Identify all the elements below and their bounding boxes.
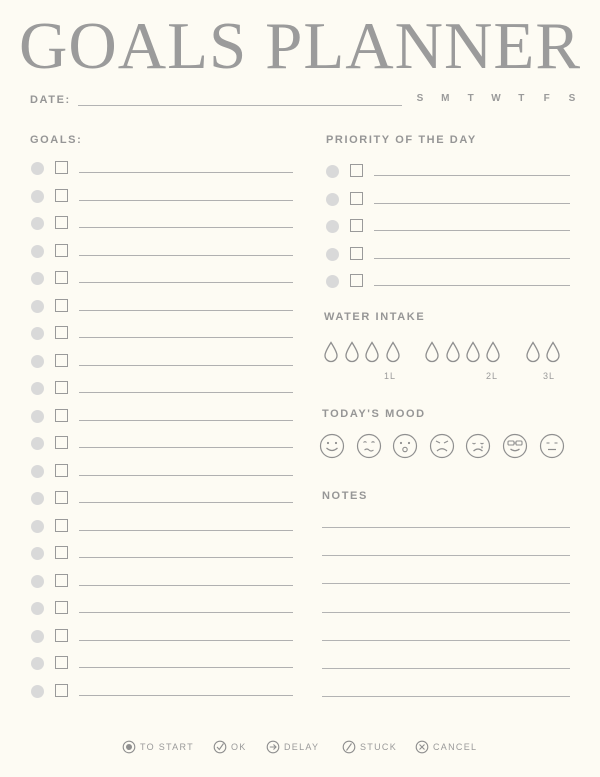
status-dot[interactable] <box>326 248 339 261</box>
cancel-x-icon <box>415 740 429 754</box>
angry-icon[interactable] <box>429 433 455 459</box>
status-dot[interactable] <box>326 275 339 288</box>
entry-line[interactable] <box>79 310 293 311</box>
checkbox[interactable] <box>55 629 68 642</box>
entry-line[interactable] <box>79 337 293 338</box>
water-drop-icon[interactable] <box>485 341 501 363</box>
checkbox[interactable] <box>55 381 68 394</box>
status-dot[interactable] <box>326 193 339 206</box>
to-start-icon <box>122 740 136 754</box>
notes-line[interactable] <box>322 527 570 528</box>
water-intake-label: WATER INTAKE <box>324 311 426 323</box>
entry-line[interactable] <box>79 530 293 531</box>
checkbox[interactable] <box>350 247 363 260</box>
checkbox[interactable] <box>55 656 68 669</box>
entry-line[interactable] <box>79 695 293 696</box>
status-dot[interactable] <box>31 492 44 505</box>
water-drop-icon[interactable] <box>344 341 360 363</box>
status-dot[interactable] <box>31 300 44 313</box>
checkbox[interactable] <box>55 271 68 284</box>
status-dot[interactable] <box>31 190 44 203</box>
status-dot[interactable] <box>31 602 44 615</box>
checkbox[interactable] <box>55 684 68 697</box>
water-drop-icon[interactable] <box>385 341 401 363</box>
water-drop-icon[interactable] <box>364 341 380 363</box>
checkbox[interactable] <box>350 274 363 287</box>
water-drop-icon[interactable] <box>323 341 339 363</box>
water-marker-3l: 3L <box>543 371 556 381</box>
checkbox[interactable] <box>55 216 68 229</box>
smile-icon[interactable] <box>319 433 345 459</box>
checkbox[interactable] <box>55 354 68 367</box>
entry-line[interactable] <box>79 447 293 448</box>
checkbox[interactable] <box>55 519 68 532</box>
weekday-sun[interactable]: S <box>416 93 424 104</box>
notes-line[interactable] <box>322 583 570 584</box>
entry-line[interactable] <box>79 502 293 503</box>
checkbox[interactable] <box>55 189 68 202</box>
legend-label: CANCEL <box>433 742 478 752</box>
crying-icon[interactable] <box>465 433 491 459</box>
goals-label: GOALS: <box>30 134 83 146</box>
entry-line[interactable] <box>79 475 293 476</box>
weekday-fri[interactable]: F <box>543 93 550 104</box>
checkbox[interactable] <box>350 219 363 232</box>
entry-line[interactable] <box>374 175 570 176</box>
status-dot[interactable] <box>31 547 44 560</box>
water-marker-1l: 1L <box>384 371 397 381</box>
entry-line[interactable] <box>79 612 293 613</box>
mood-label: TODAY'S MOOD <box>322 408 426 420</box>
status-dot[interactable] <box>31 630 44 643</box>
entry-line[interactable] <box>374 258 570 259</box>
status-dot[interactable] <box>31 272 44 285</box>
entry-line[interactable] <box>79 200 293 201</box>
checkbox[interactable] <box>55 546 68 559</box>
notes-line[interactable] <box>322 640 570 641</box>
ok-check-icon <box>213 740 227 754</box>
weekday-thu[interactable]: T <box>518 93 525 104</box>
status-dot[interactable] <box>31 575 44 588</box>
water-drop-icon[interactable] <box>445 341 461 363</box>
status-dot[interactable] <box>31 382 44 395</box>
stuck-slash-icon <box>342 740 356 754</box>
status-dot[interactable] <box>31 410 44 423</box>
notes-label: NOTES <box>322 490 368 502</box>
status-dot[interactable] <box>31 465 44 478</box>
entry-line[interactable] <box>79 255 293 256</box>
water-drop-icon[interactable] <box>525 341 541 363</box>
entry-line[interactable] <box>79 420 293 421</box>
weekday-mon[interactable]: M <box>441 93 450 104</box>
water-drop-icon[interactable] <box>465 341 481 363</box>
notes-line[interactable] <box>322 668 570 669</box>
status-dot[interactable] <box>31 355 44 368</box>
surprised-icon[interactable] <box>392 433 418 459</box>
status-dot[interactable] <box>31 327 44 340</box>
weekday-selector <box>414 93 578 104</box>
entry-line[interactable] <box>79 227 293 228</box>
priority-label: PRIORITY OF THE DAY <box>326 134 477 146</box>
status-dot[interactable] <box>31 685 44 698</box>
status-dot[interactable] <box>31 162 44 175</box>
water-drop-icon[interactable] <box>424 341 440 363</box>
status-dot[interactable] <box>31 657 44 670</box>
checkbox[interactable] <box>55 161 68 174</box>
checkbox[interactable] <box>55 409 68 422</box>
checkbox[interactable] <box>55 244 68 257</box>
status-dot[interactable] <box>31 520 44 533</box>
entry-line[interactable] <box>79 640 293 641</box>
entry-line[interactable] <box>79 172 293 173</box>
entry-line[interactable] <box>79 282 293 283</box>
notes-line[interactable] <box>322 612 570 613</box>
water-drop-icon[interactable] <box>545 341 561 363</box>
checkbox[interactable] <box>350 164 363 177</box>
water-marker-2l: 2L <box>486 371 499 381</box>
delay-arrow-icon <box>266 740 280 754</box>
checkbox[interactable] <box>350 192 363 205</box>
page-title: GOALS PLANNER <box>18 9 582 83</box>
date-label: DATE: <box>30 94 71 106</box>
date-input-line[interactable] <box>78 105 402 106</box>
legend-label: STUCK <box>360 742 398 752</box>
legend-label: OK <box>231 742 247 752</box>
entry-line[interactable] <box>79 667 293 668</box>
checkbox[interactable] <box>55 464 68 477</box>
neutral-icon[interactable] <box>539 433 565 459</box>
entry-line[interactable] <box>79 365 293 366</box>
checkbox[interactable] <box>55 601 68 614</box>
notes-line[interactable] <box>322 555 570 556</box>
notes-line[interactable] <box>322 696 570 697</box>
weekday-wed[interactable]: W <box>491 93 501 104</box>
entry-line[interactable] <box>374 203 570 204</box>
confused-icon[interactable] <box>356 433 382 459</box>
status-dot[interactable] <box>31 217 44 230</box>
weekday-tue[interactable]: T <box>467 93 474 104</box>
entry-line[interactable] <box>79 585 293 586</box>
checkbox[interactable] <box>55 326 68 339</box>
status-dot[interactable] <box>31 437 44 450</box>
legend-label: DELAY <box>284 742 320 752</box>
status-dot[interactable] <box>326 220 339 233</box>
legend-label: TO START <box>140 742 194 752</box>
status-dot[interactable] <box>326 165 339 178</box>
cool-icon[interactable] <box>502 433 528 459</box>
weekday-sat[interactable]: S <box>568 93 576 104</box>
entry-line[interactable] <box>374 230 570 231</box>
checkbox[interactable] <box>55 574 68 587</box>
checkbox[interactable] <box>55 491 68 504</box>
checkbox[interactable] <box>55 299 68 312</box>
entry-line[interactable] <box>79 557 293 558</box>
checkbox[interactable] <box>55 436 68 449</box>
status-dot[interactable] <box>31 245 44 258</box>
entry-line[interactable] <box>374 285 570 286</box>
entry-line[interactable] <box>79 392 293 393</box>
